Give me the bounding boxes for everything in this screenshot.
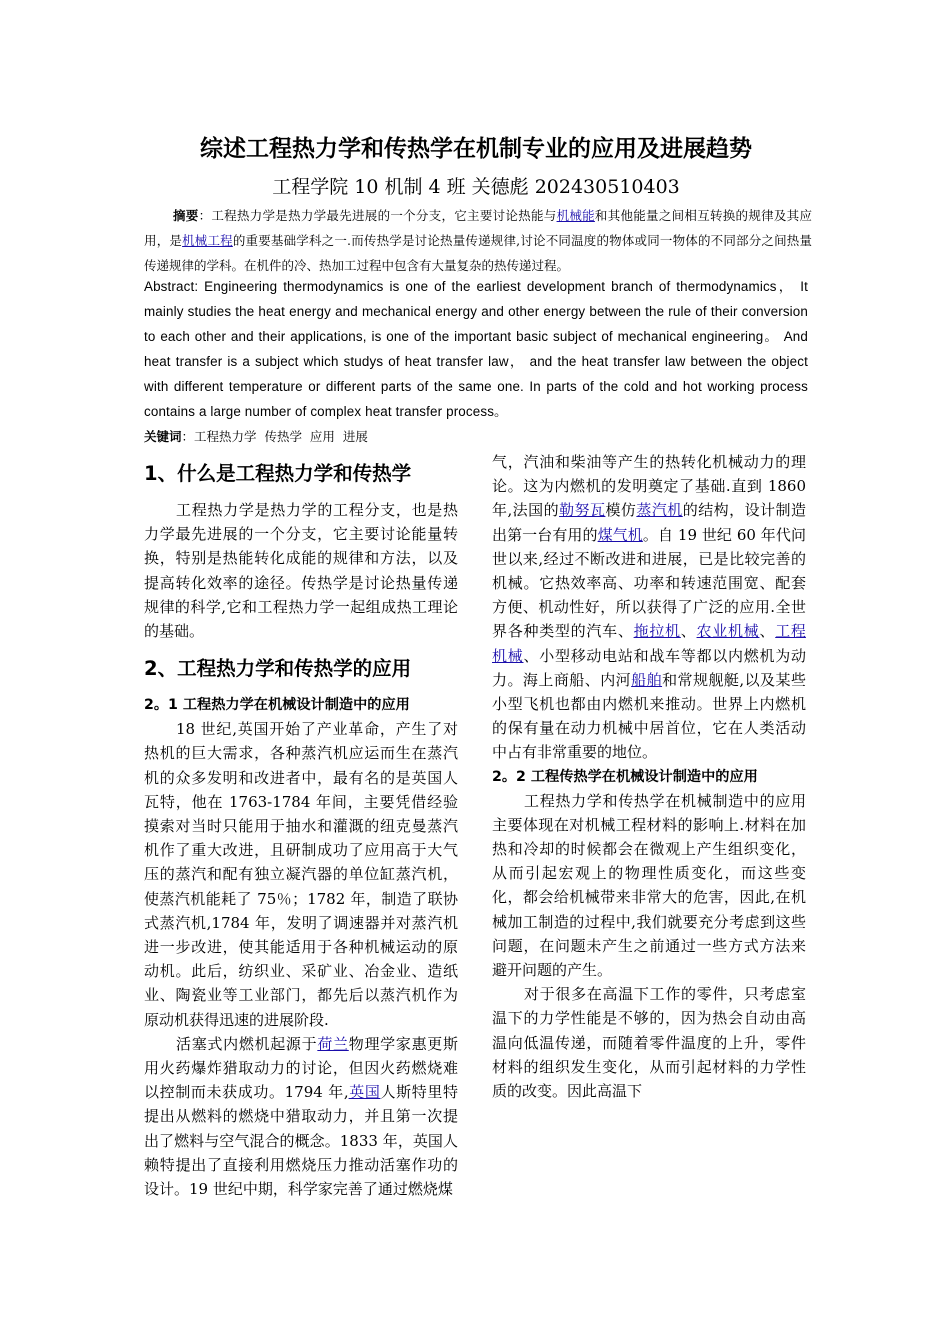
author-line: 工程学院 10 机制 4 班 关德彪 202430510403 [272, 176, 680, 198]
section-2-1-paragraph-2 [144, 1032, 458, 1201]
section-1-heading: 1、什么是工程热力学和传热学 [144, 462, 412, 485]
keywords-colon: ： [181, 429, 195, 444]
keywords-line [144, 424, 808, 449]
section-1-paragraph: 工程热力学是热力学的工程分支，也是热力学最先进展的一个分支，它主要讨论能量转换，特别是热能转化成能的规律和方法，以及提高转化效率的途径。传热学是讨论热量传递规律的科学,它和工程热力学一起组成热工理论的基础。 [144, 501, 458, 641]
link-britain[interactable]: 英国 [348, 1083, 381, 1102]
link-lenoir[interactable]: 勒努瓦 [559, 501, 606, 520]
link-gas-engine[interactable]: 煤气机 [597, 525, 643, 544]
para-text: 活塞式内燃机起源于 [176, 1034, 318, 1053]
link-mechanical-energy[interactable]: 机械能 [556, 208, 595, 223]
subsection-2-2-heading: 2。2 工程传热学在机械设计制造中的应用 [492, 768, 758, 785]
section-2-2-paragraph-1: 工程热力学和传热学在机械制造中的应用主要体现在对机械工程材料的影响上.材料在加热和冷却的时候都会在微观上产生组织变化，从而引起宏观上的物理性质变化，而这些变化，都会给机械带来非常大的危害，因此,在机械加工制造的过程中,我们就要充分考虑到这些问题，在问题未产生之前通过一些方式方法来避开问题的产生。 [492, 791, 806, 980]
section-2-heading: 2、工程热力学和传热学的应用 [144, 657, 412, 681]
left-column [144, 452, 458, 1201]
para-text: 人斯特里特提出从燃料的燃烧中猎取动力，并且第一次提出了燃料与空气混合的概念。1833 年，英国人赖特提出了直接利用燃烧压力推动活塞作功的设计。19 世纪中期，科学家完善了通过燃烧煤 [144, 1083, 458, 1199]
section-2-2-paragraph-2: 对于很多在高温下工作的零件，只考虑室温下的力学性能是不够的，因为热会自动由高温向低温传递，而随着零件温度的上升，零件材料的组织发生变化，从而引起材料的力学性质的改变。因此高温下 [492, 985, 806, 1101]
abstract-label-colon: ： [198, 208, 212, 223]
section-2-1-paragraph-1: 18 世纪,英国开始了产业革命，产生了对热机的巨大需求，各种蒸汽机应运而生在蒸汽机的众多发明和改进者中，最有名的是英国人瓦特，他在 1763-1784 年间，主要凭借经验摸索对当时只能用于抽水和灌溉的纽克曼蒸汽机作了重大改进，且研制成功了应用高于大气压的蒸汽和配有独立凝汽器的单位缸蒸汽机，使蒸汽机能耗了 75％；1782 年，制造了联协式蒸汽机,1784 年，发明了调速器并对蒸汽机进一步改进，使其能适用于各种机械运动的原动机。此后，纺织业、采矿业、冶金业、造纸业、陶瓷业等工业部门，都先后以蒸汽机作为原动机获得迅速的进展阶段. [144, 720, 458, 1029]
para-text: 和常规舰艇,以及某些小型飞机也都由内燃机来推动。世界上内燃机的保有量在动力机械中居首位，它在人类活动中占有非常重要的地位。 [492, 670, 806, 762]
para-text: 的结构，设计制造出第一台有用的 [492, 501, 806, 544]
para-text: 、 [680, 622, 697, 641]
abstract-text-1: 工程热力学是热力学最先进展的一个分支，它主要讨论热能与 [211, 208, 557, 223]
abstract-text-3: 的重要基础学科之一.而传热学是讨论热量传递规律,讨论不同温度的物体或同一物体的不同部分之间热量传递规律的学科。在机件的冷、热加工过程中包含有大量复杂的热传递过程。 [144, 233, 812, 273]
section-2-1-paragraph-2-continued [492, 450, 806, 765]
link-netherlands[interactable]: 荷兰 [317, 1034, 349, 1053]
link-steam-engine[interactable]: 蒸汽机 [636, 501, 683, 520]
right-column [492, 450, 806, 1103]
paper-title: 综述工程热力学和传热学在机制专业的应用及进展趋势 [200, 136, 752, 162]
para-text: 模仿 [605, 501, 637, 520]
keywords-label: 关键词 [144, 429, 182, 444]
para-text: 、 [759, 622, 776, 641]
link-mechanical-engineering[interactable]: 机械工程 [182, 233, 233, 248]
para-text: 气，汽油和柴油等产生的热转化机械动力的理论。这为内燃机的发明奠定了基础.直到 1860 年,法国的 [492, 453, 806, 520]
abstract-english: Abstract: Engineering thermodynamics is one of the earliest development branch of thermodynamics， It mainly studies the heat energy and mechanical energy and other energy between the rule of their conversion to each other and their applications, is one of the important basic subject of mechanical engineering。 And heat transfer is a subject which studys of heat transfer law， and the heat transfer law between the object with different temperature or different parts of the same one. In parts of the cold and hot working process contains a large number of complex heat transfer process。 [144, 279, 808, 419]
para-text: 、小型移动电站和战车等都以内燃机为动力。海上商船、内河 [492, 646, 806, 689]
para-text: 。自 19 世纪 60 年代问世以来,经过不断改进和进展，已是比较完善的机械。它热效率高、功率和转速范围宽、配套方便、机动性好，所以获得了广泛的应用.全世界各种类型的汽车、 [492, 525, 806, 641]
link-agricultural-machinery[interactable]: 农业机械 [696, 622, 760, 641]
link-engineering-machinery[interactable]: 工程机械 [492, 622, 806, 665]
link-ships[interactable]: 船舶 [631, 670, 663, 689]
abstract-text-2: 和其他能量之间相互转换的规律及其应用，是 [144, 208, 812, 248]
abstract-chinese [144, 203, 812, 278]
para-text: 物理学家惠更斯用火药爆炸猎取动力的讨论，但因火药燃烧难以控制而未获成功。1794 年, [144, 1034, 458, 1102]
keywords-text: 工程热力学 传热学 应用 进展 [194, 429, 368, 444]
link-tractor[interactable]: 拖拉机 [633, 622, 681, 641]
subsection-2-1-heading: 2。1 工程热力学在机械设计制造中的应用 [144, 697, 410, 714]
abstract-label: 摘要 [173, 208, 199, 223]
